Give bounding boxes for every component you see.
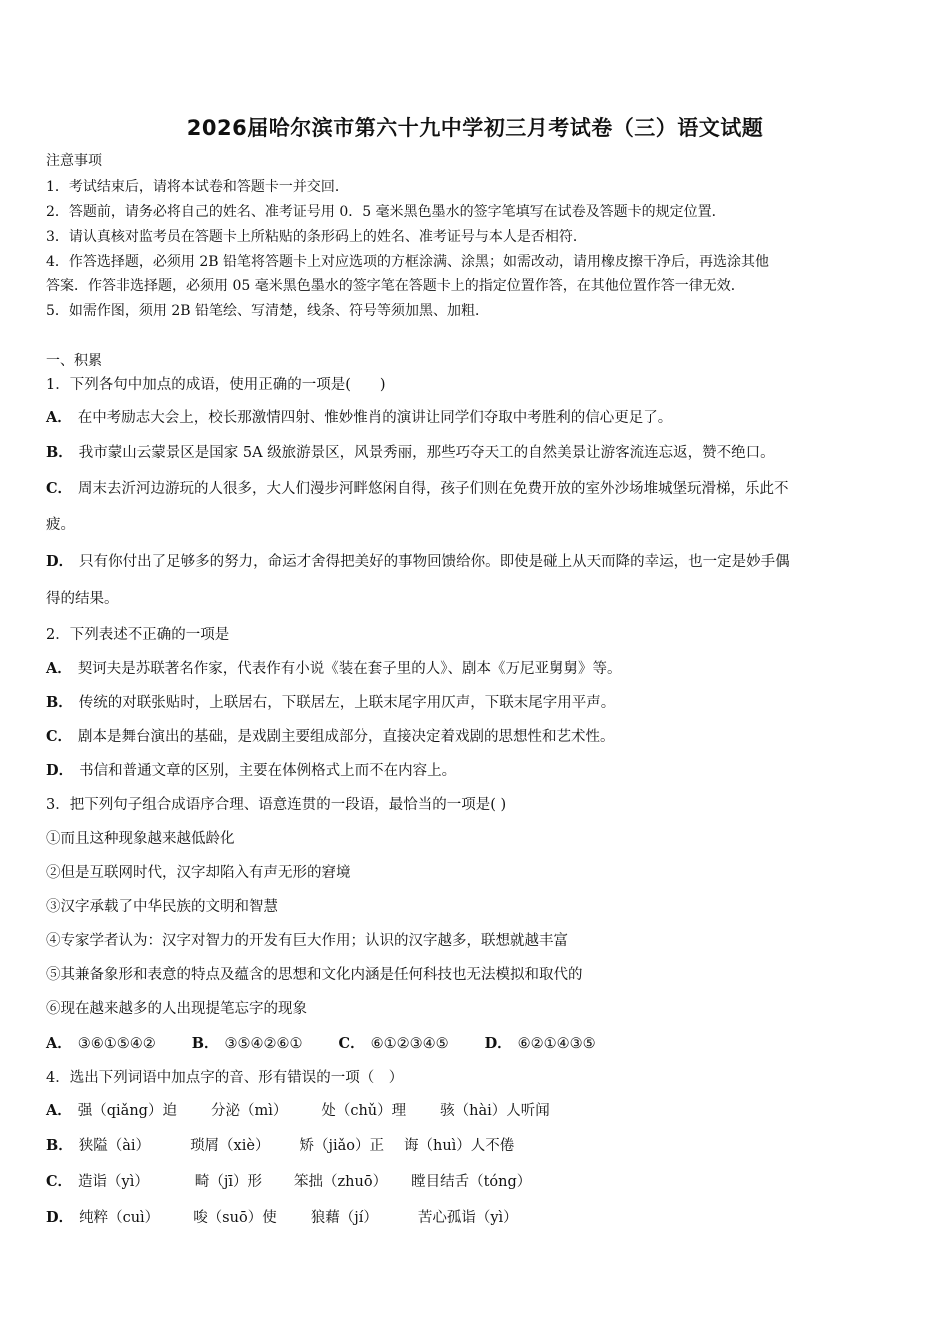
option-label: B． xyxy=(46,444,73,461)
notice-item: 3．请认真核对监考员在答题卡上所粘贴的条形码上的姓名、准考证号与本人是否相符． xyxy=(46,229,587,245)
word: 分泌（mì） xyxy=(210,1103,288,1119)
option-label: D． xyxy=(46,762,74,779)
option-text: 在中考励志大会上，校长那激情四射、惟妙惟肖的演讲让同学们夺取中考胜利的信心更足了。 xyxy=(77,410,673,426)
question-2-option-c xyxy=(46,727,615,747)
word: 琐屑（xiè） xyxy=(190,1138,270,1154)
word: 诲（huì）人不倦 xyxy=(403,1138,515,1154)
question-2-option-b xyxy=(46,693,615,713)
option-label: A． xyxy=(46,409,72,426)
question-2-stem: 2．下列表述不正确的一项是 xyxy=(46,627,230,643)
word: 造诣（yì） xyxy=(78,1174,149,1190)
option-label: B． xyxy=(46,694,73,711)
question-3-sentence: ①而且这种现象越来越低龄化 xyxy=(46,831,235,847)
word: 笨拙（zhuō） xyxy=(294,1174,388,1190)
notice-item: 2．答题前，请务必将自己的姓名、准考证号用 0．5 毫米黑色墨水的签字笔填写在试卷及答题卡的规定位置． xyxy=(46,204,726,220)
option-text: ③⑥①⑤④② xyxy=(77,1036,156,1052)
question-4-option-d xyxy=(46,1208,518,1228)
word: 苦心孤诣（yì） xyxy=(417,1210,518,1226)
page-title: 2026届哈尔滨市第六十九中学初三月考试卷（三）语文试题 xyxy=(186,116,764,140)
question-3-sentence: ③汉字承载了中华民族的文明和智慧 xyxy=(46,899,278,915)
word: 狭隘（ài） xyxy=(78,1138,151,1154)
question-1-option-a xyxy=(46,408,672,428)
option-text: 我市蒙山云蒙景区是国家 5A 级旅游景区，风景秀丽，那些巧夺天工的自然美景让游客流连忘返，赞不绝口。 xyxy=(78,445,775,461)
question-2-option-a xyxy=(46,659,622,679)
option-text: ⑥①②③④⑤ xyxy=(370,1036,449,1052)
word: 矫（jiǎo）正 xyxy=(299,1138,384,1154)
option-label: A． xyxy=(46,1035,72,1052)
option-label: B． xyxy=(191,1035,219,1052)
option-label: B． xyxy=(46,1137,73,1154)
option-text: 传统的对联张贴时，上联居右，下联居左，上联末尾字用仄声，下联末尾字用平声。 xyxy=(78,695,616,711)
option-label: D． xyxy=(46,1209,74,1226)
question-4-option-c xyxy=(46,1172,531,1192)
question-3-sentence: ⑥现在越来越多的人出现提笔忘字的现象 xyxy=(46,1001,307,1017)
option-text: 书信和普通文章的区别，主要在体例格式上而不在内容上。 xyxy=(79,763,457,779)
question-4-option-b xyxy=(46,1136,514,1156)
question-3-sentence: ④专家学者认为：汉字对智力的开发有巨大作用；认识的汉字越多，联想就越丰富 xyxy=(46,933,568,949)
question-1-option-d-cont: 得的结果。 xyxy=(46,591,119,607)
option-text: 周末去沂河边游玩的人很多，大人们漫步河畔悠闲自得，孩子们则在免费开放的室外沙场堆城堡玩滑梯，乐此不 xyxy=(78,481,789,497)
option-label: C． xyxy=(338,1035,365,1052)
word: 畸（jī）形 xyxy=(194,1174,263,1190)
option-label: C． xyxy=(46,1173,73,1190)
word: 强（qiǎng）迫 xyxy=(77,1103,177,1119)
question-2-option-d xyxy=(46,761,456,781)
question-1-option-b xyxy=(46,443,775,463)
word: 骇（hài）人听闻 xyxy=(440,1103,550,1119)
word: 处（chǔ）理 xyxy=(321,1103,407,1119)
option-label: C． xyxy=(46,480,73,497)
option-text: ③⑤④②⑥① xyxy=(224,1036,303,1052)
option-text: ⑥②①④③⑤ xyxy=(517,1036,596,1052)
word: 狼藉（jí） xyxy=(310,1210,378,1226)
word: 纯粹（cuì） xyxy=(79,1210,160,1226)
option-text: 契诃夫是苏联著名作家，代表作有小说《装在套子里的人》、剧本《万尼亚舅舅》等。 xyxy=(77,661,622,677)
notice-item: 5．如需作图，须用 2B 铅笔绘、写清楚，线条、符号等须加黑、加粗． xyxy=(46,303,490,319)
question-1-option-c xyxy=(46,479,789,499)
notice-heading: 注意事项 xyxy=(46,153,102,169)
word: 瞠目结舌（tóng） xyxy=(411,1174,532,1190)
question-3-options xyxy=(46,1034,596,1054)
option-label: A． xyxy=(46,1102,72,1119)
notice-item: 1．考试结束后，请将本试卷和答题卡一并交回． xyxy=(46,179,349,195)
option-label: A． xyxy=(46,660,72,677)
option-label: D． xyxy=(484,1035,512,1052)
question-3-stem: 3．把下列句子组合成语序合理、语意连贯的一段语，最恰当的一项是( ) xyxy=(46,797,507,813)
option-label: D． xyxy=(46,553,74,570)
question-3-sentence: ②但是互联网时代，汉字却陷入有声无形的窘境 xyxy=(46,865,351,881)
notice-item: 4．作答选择题，必须用 2B 铅笔将答题卡上对应选项的方框涂满、涂黑；如需改动，请用橡皮擦干净后，再选涂其他 xyxy=(46,254,769,270)
option-label: C． xyxy=(46,728,73,745)
option-text: 剧本是舞台演出的基础，是戏剧主要组成部分，直接决定着戏剧的思想性和艺术性。 xyxy=(78,729,615,745)
question-4-option-a xyxy=(46,1101,550,1121)
section-heading: 一、积累 xyxy=(46,353,102,369)
notice-item: 答案．作答非选择题，必须用 05 毫米黑色墨水的签字笔在答题卡上的指定位置作答，在其他位置作答一律无效． xyxy=(46,278,745,294)
question-3-sentence: ⑤其兼备象形和表意的特点及蕴含的思想和文化内涵是任何科技也无法模拟和取代的 xyxy=(46,967,583,983)
word: 唆（suō）使 xyxy=(193,1210,277,1226)
option-text: 只有你付出了足够多的努力，命运才舍得把美好的事物回馈给你。即使是碰上从天而降的幸运，也一定是妙手偶 xyxy=(79,554,790,570)
question-1-stem: 1．下列各句中加点的成语，使用正确的一项是( ) xyxy=(46,377,386,393)
question-4-stem: 4．选出下列词语中加点字的音、形有错误的一项（ ） xyxy=(46,1070,404,1086)
question-1-option-d xyxy=(46,552,790,572)
question-1-option-c-cont: 疲。 xyxy=(46,517,75,533)
